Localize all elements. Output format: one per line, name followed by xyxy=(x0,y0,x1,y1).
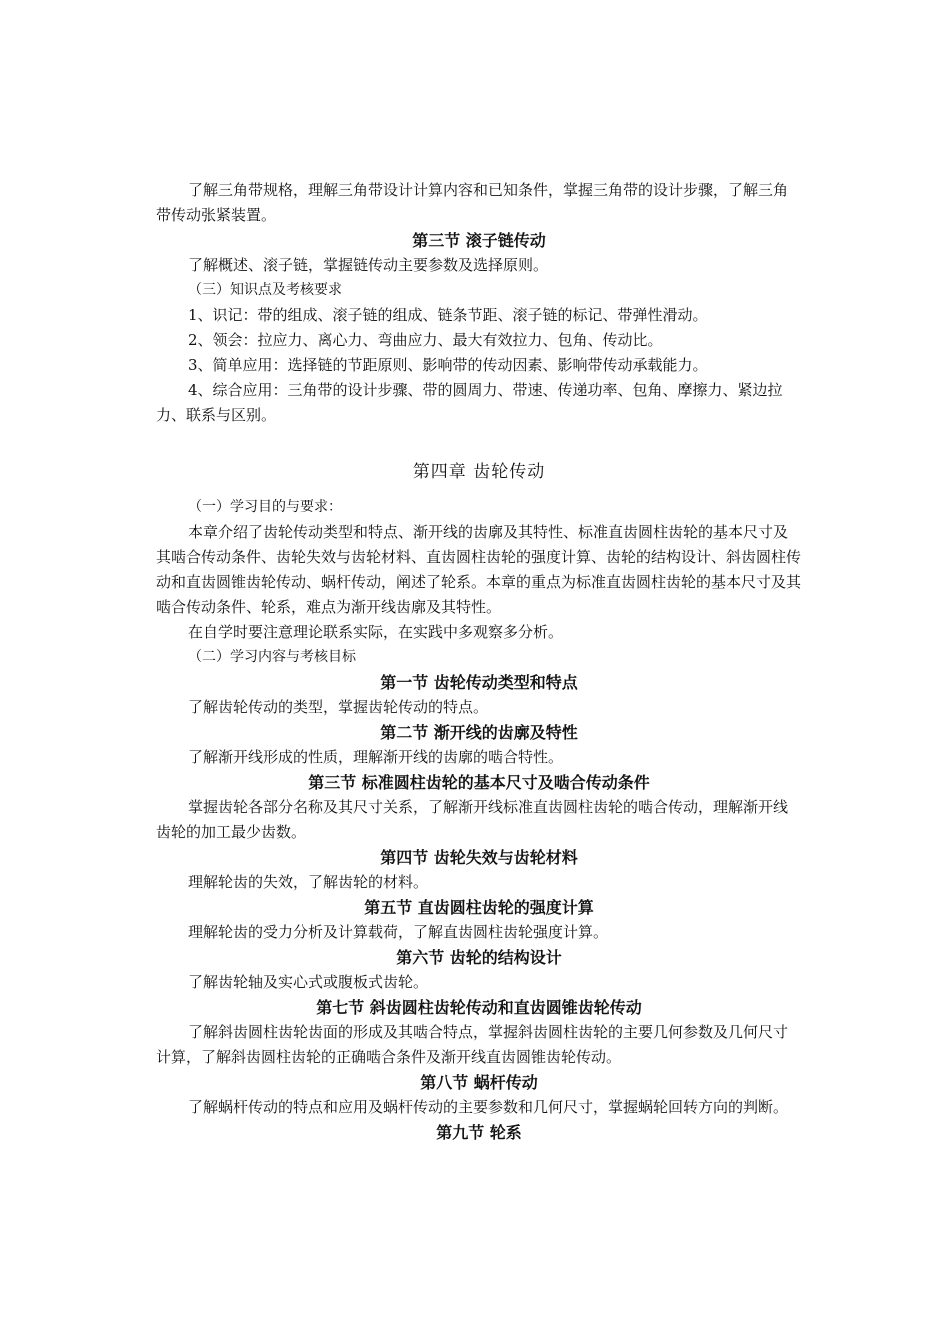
section-text: 理解轮齿的失效，了解齿轮的材料。 xyxy=(188,873,429,891)
section-title: 第三节 滚子链传动 xyxy=(412,231,546,250)
chapter-title: 第四章 齿轮传动 xyxy=(412,462,546,482)
chapter-intro: 本章介绍了齿轮传动类型和特点、渐开线的齿廓及其特性、标准直齿圆柱齿轮的基本尺寸及其啮合传动条件、齿轮失效与齿轮材料、直齿圆柱齿轮的强度计算、齿轮的结构设计、斜齿圆柱传动和直齿圆锥齿轮传动、蜗杆传动，阐述了轮系。本章的重点为标准直齿圆柱齿轮的基本尺寸及其啮合传动条件、轮系，难点为渐开线齿廓及其特性。 xyxy=(156,523,802,616)
section-title: 第九节 轮系 xyxy=(436,1123,522,1142)
section-title: 第八节 蜗杆传动 xyxy=(420,1073,538,1092)
section-text: 理解轮齿的受力分析及计算载荷，了解直齿圆柱齿轮强度计算。 xyxy=(188,923,609,941)
section-text: 了解概述、滚子链，掌握链传动主要参数及选择原则。 xyxy=(188,256,549,274)
section-title: 第二节 渐开线的齿廓及特性 xyxy=(380,723,578,742)
section-text: 了解齿轮传动的类型，掌握齿轮传动的特点。 xyxy=(188,698,489,716)
document-page xyxy=(156,178,802,1145)
section-title: 第六节 齿轮的结构设计 xyxy=(396,948,562,967)
section-text: 了解斜齿圆柱齿轮齿面的形成及其啮合特点，掌握斜齿圆柱齿轮的主要几何参数及几何尺寸计算，了解斜齿圆柱齿轮的正确啮合条件及渐开线直齿圆锥齿轮传动。 xyxy=(156,1023,789,1066)
section-title: 第三节 标准圆柱齿轮的基本尺寸及啮合传动条件 xyxy=(308,773,650,792)
section-title: 第一节 齿轮传动类型和特点 xyxy=(380,673,578,692)
knowledge-item: 2、领会：拉应力、离心力、弯曲应力、最大有效拉力、包角、传动比。 xyxy=(188,331,663,349)
content-heading: （二）学习内容与考核目标 xyxy=(188,649,356,665)
knowledge-heading: （三）知识点及考核要求 xyxy=(188,282,342,298)
study-advice: 在自学时要注意理论联系实际，在实践中多观察多分析。 xyxy=(188,623,564,641)
knowledge-item: 1、识记：带的组成、滚子链的组成、链条节距、滚子链的标记、带弹性滑动。 xyxy=(188,306,708,324)
section-title: 第五节 直齿圆柱齿轮的强度计算 xyxy=(364,898,594,917)
section-text: 了解蜗杆传动的特点和应用及蜗杆传动的主要参数和几何尺寸，掌握蜗轮回转方向的判断。 xyxy=(188,1098,789,1116)
goal-heading: （一）学习目的与要求： xyxy=(188,499,342,515)
section-text: 掌握齿轮各部分名称及其尺寸关系，了解渐开线标准直齿圆柱齿轮的啮合传动，理解渐开线齿轮的加工最少齿数。 xyxy=(156,798,789,841)
section-text: 了解齿轮轴及实心式或腹板式齿轮。 xyxy=(188,973,429,991)
section-title: 第七节 斜齿圆柱齿轮传动和直齿圆锥齿轮传动 xyxy=(316,998,642,1017)
section-text: 了解渐开线形成的性质，理解渐开线的齿廓的啮合特性。 xyxy=(188,748,564,766)
knowledge-item: 3、简单应用：选择链的节距原则、影响带的传动因素、影响带传动承载能力。 xyxy=(188,356,708,374)
knowledge-item: 4、综合应用：三角带的设计步骤、带的圆周力、带速、传递功率、包角、摩擦力、紧边拉力、联系与区别。 xyxy=(156,381,783,424)
section-title: 第四节 齿轮失效与齿轮材料 xyxy=(380,848,578,867)
prev-section-text: 了解三角带规格，理解三角带设计计算内容和已知条件，掌握三角带的设计步骤，了解三角带传动张紧装置。 xyxy=(156,181,789,224)
